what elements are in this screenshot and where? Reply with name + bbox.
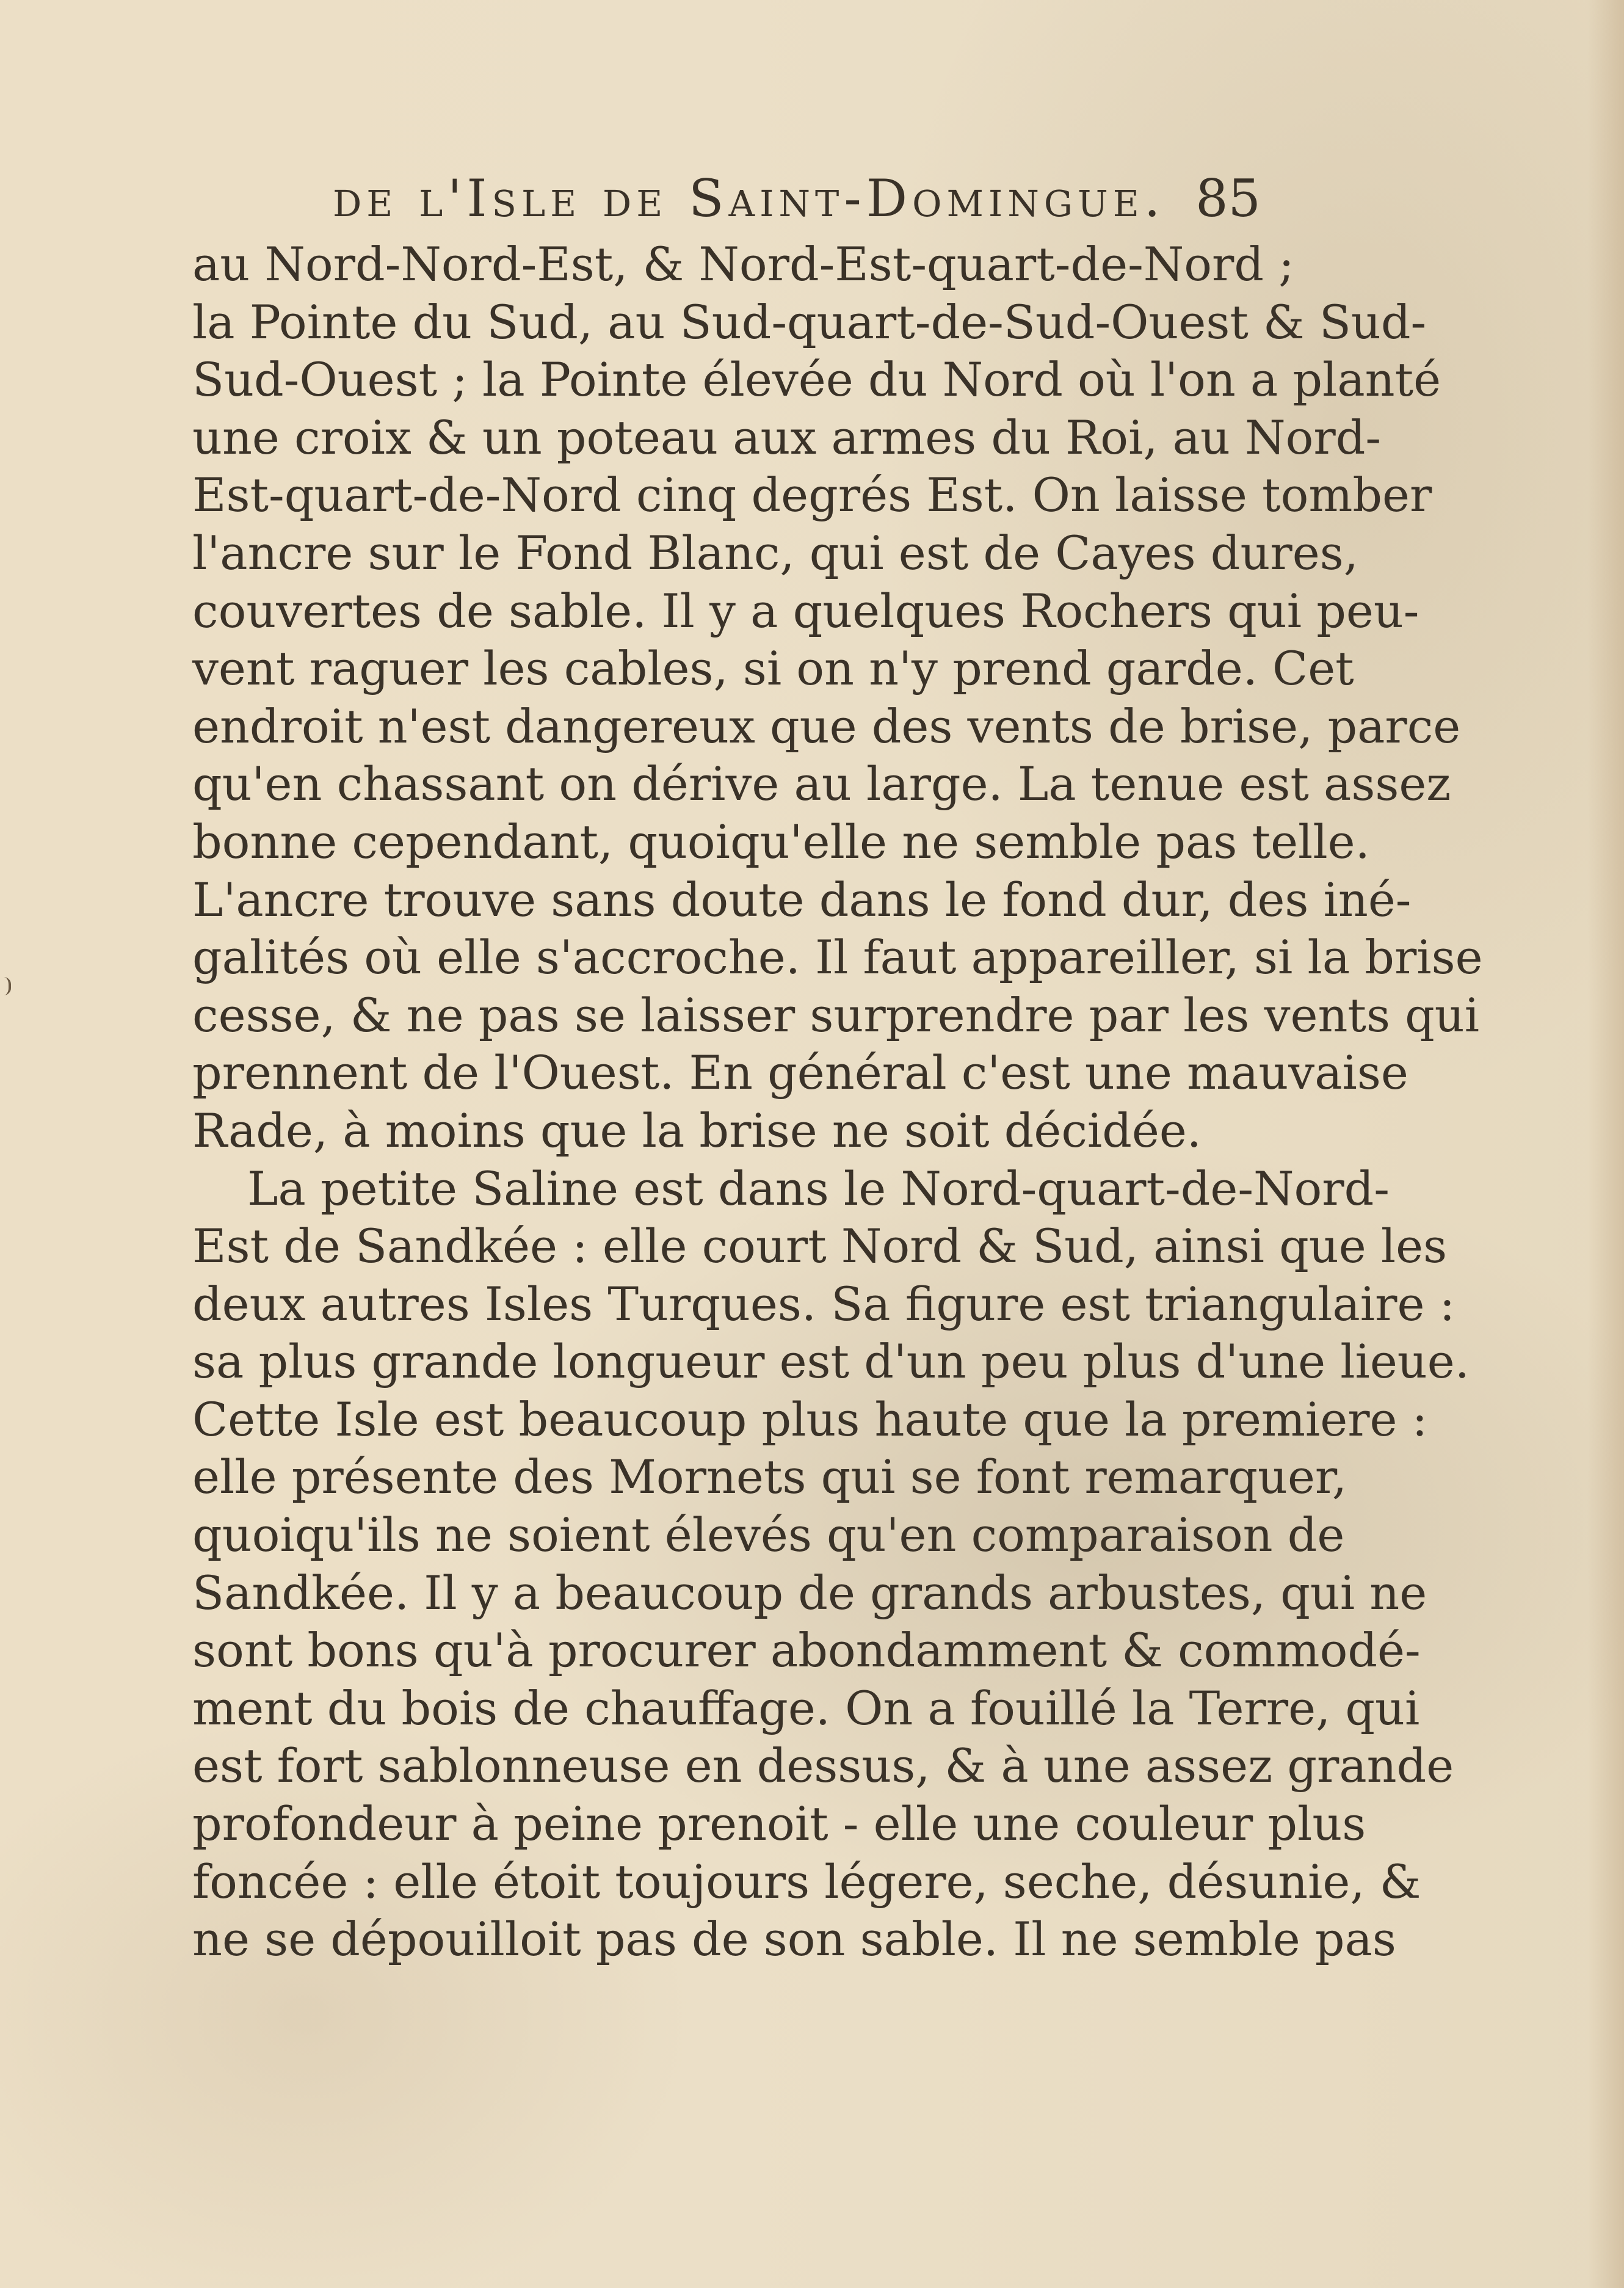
text-line: Est de Sandkée : elle court Nord & Sud, ainsi que les [192,1219,1448,1274]
text-line: Rade, à moins que la brise ne soit décidée. [192,1103,1202,1158]
text-line: elle présente des Mornets qui se font remarquer, [192,1450,1347,1505]
text-line: Est-quart-de-Nord cinq degrés Est. On laisse tomber [192,468,1432,523]
text-line: est fort sablonneuse en dessus, & à une assez grande [192,1738,1454,1793]
text-line: couvertes de sable. Il y a quelques Rochers qui peu- [192,583,1419,638]
page-number: 85 [1195,169,1261,228]
page-header [333,165,1261,232]
text-line: bonne cependant, quoiqu'elle ne semble pas telle. [192,814,1370,869]
text-line: prennent de l'Ouest. En général c'est une mauvaise [192,1045,1408,1100]
text-line: au Nord-Nord-Est, & Nord-Est-quart-de-Nord ; [192,237,1294,291]
text-line: galités où elle s'accroche. Il faut appareiller, si la brise [192,930,1483,985]
text-line: endroit n'est dangereux que des vents de brise, parce [192,699,1461,754]
text-line: vent raguer les cables, si on n'y prend garde. Cet [192,641,1354,696]
text-line: qu'en chassant on dérive au large. La tenue est assez [192,757,1451,812]
page-edge-shadow [1587,0,1624,2288]
text-line: La petite Saline est dans le Nord-quart-de-Nord- [247,1161,1390,1216]
text-line: quoiqu'ils ne soient élevés qu'en comparaison de [192,1508,1345,1563]
text-line: Sandkée. Il y a beaucoup de grands arbustes, qui ne [192,1565,1427,1620]
text-line: Cette Isle est beaucoup plus haute que la premiere : [192,1392,1428,1447]
text-line: cesse, & ne pas se laisser surprendre par les vents qui [192,987,1480,1042]
text-line: deux autres Isles Turques. Sa figure est triangulaire : [192,1276,1455,1331]
text-line: sont bons qu'à procurer abondamment & commodé- [192,1623,1421,1678]
text-line: ne se dépouilloit pas de son sable. Il ne semble pas [192,1912,1396,1967]
text-line: une croix & un poteau aux armes du Roi, au Nord- [192,410,1382,465]
text-line: profondeur à peine prenoit - elle une couleur plus [192,1796,1366,1851]
body-text [192,236,1483,1969]
text-line: L'ancre trouve sans doute dans le fond dur, des iné- [192,872,1412,927]
margin-mark [4,977,11,995]
text-line: la Pointe du Sud, au Sud-quart-de-Sud-Ouest & Sud- [192,294,1427,349]
text-line: foncée : elle étoit toujours légere, seche, désunie, & [192,1854,1421,1909]
text-line: ment du bois de chauffage. On a fouillé la Terre, qui [192,1680,1420,1735]
text-line: Sud-Ouest ; la Pointe élevée du Nord où l'on a planté [192,352,1441,407]
running-head: de l'Isle de Saint-Domingue. [333,169,1165,228]
text-line: sa plus grande longueur est d'un peu plus d'une lieue. [192,1334,1470,1389]
text-line: l'ancre sur le Fond Blanc, qui est de Cayes dures, [192,525,1358,580]
